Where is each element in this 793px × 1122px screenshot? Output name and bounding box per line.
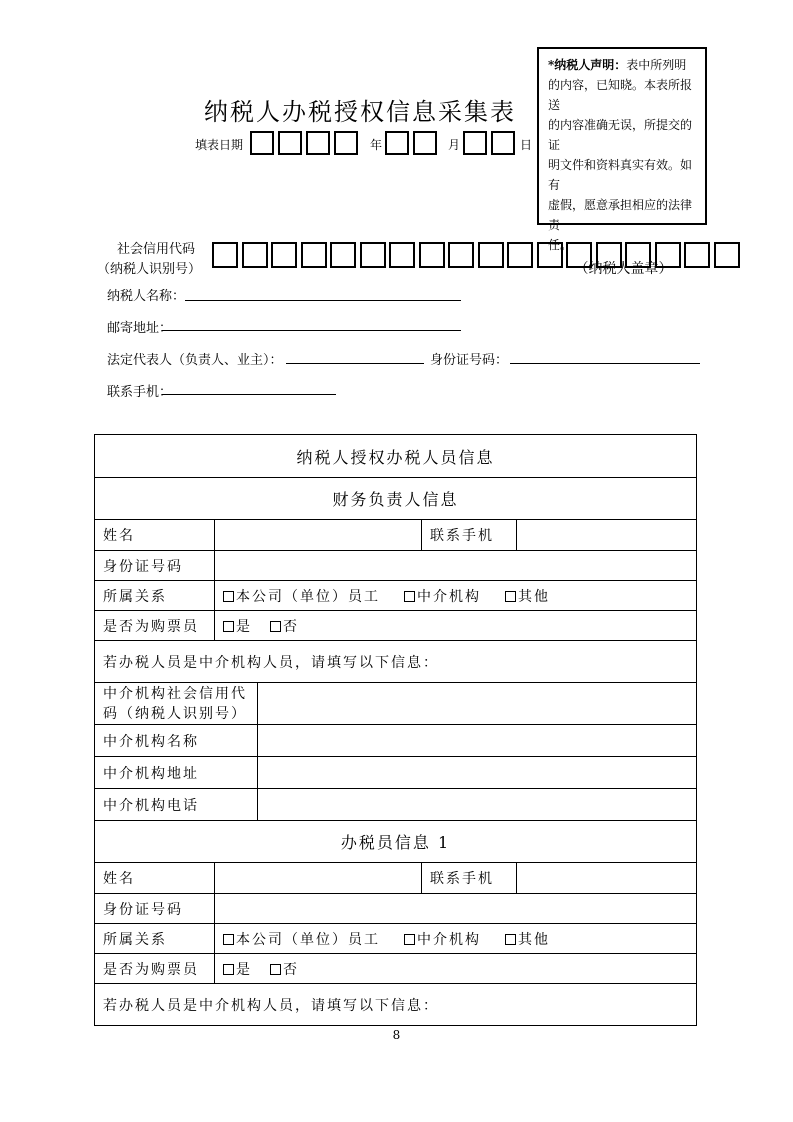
credit-code-digit-box[interactable] <box>655 242 681 268</box>
agency-code-label-line: 中介机构社会信用代 <box>103 685 247 702</box>
credit-code-digit-box[interactable] <box>566 242 592 268</box>
month-digit-box[interactable] <box>413 131 437 155</box>
credit-code-digit-box[interactable] <box>360 242 386 268</box>
table-row <box>95 580 696 610</box>
option-label: 其他 <box>518 931 550 948</box>
table-row <box>95 893 696 923</box>
credit-code-digit-box[interactable] <box>419 242 445 268</box>
option-label: 中介机构 <box>417 588 481 605</box>
table-row <box>95 923 696 953</box>
credit-code-boxes <box>212 242 742 270</box>
year-digit-box[interactable] <box>250 131 274 155</box>
agency-note: 若办税人员是中介机构人员，请填写以下信息： <box>103 654 439 671</box>
option-label: 否 <box>283 618 299 635</box>
declaration-text: 虚假，愿意承担相应的法律责 <box>548 198 693 232</box>
option-label: 本公司（单位）员工 <box>236 931 380 948</box>
contact-phone-field[interactable] <box>162 394 336 395</box>
month-label: 月 <box>448 138 461 152</box>
checkbox-icon[interactable] <box>223 934 234 945</box>
checkbox-icon[interactable] <box>505 934 516 945</box>
agency-note: 若办税人员是中介机构人员，请填写以下信息： <box>103 997 439 1014</box>
option-label: 其他 <box>518 588 550 605</box>
table-row <box>95 983 696 1025</box>
declaration-text: 任。 <box>548 238 573 252</box>
buyer-option-no[interactable] <box>270 616 299 636</box>
declaration-text: 表中所列明 <box>626 58 687 72</box>
id-number-field[interactable] <box>510 363 700 364</box>
checkbox-icon[interactable] <box>270 621 281 632</box>
agency-name-input[interactable] <box>257 725 696 756</box>
declaration-heading: *纳税人声明： <box>548 58 627 72</box>
finance-section-header-row <box>95 477 696 519</box>
year-label: 年 <box>370 138 383 152</box>
day-digit-box[interactable] <box>463 131 487 155</box>
credit-code-digit-box[interactable] <box>596 242 622 268</box>
checkbox-icon[interactable] <box>404 591 415 602</box>
table-row <box>95 724 696 756</box>
month-digit-box[interactable] <box>385 131 409 155</box>
finance-section-header: 财务负责人信息 <box>332 490 459 509</box>
relation-option-other[interactable] <box>505 586 550 606</box>
relation-option-employee[interactable] <box>223 586 380 606</box>
credit-code-sublabel: （纳税人识别号） <box>97 262 202 277</box>
buyer-option-no[interactable] <box>270 959 299 979</box>
checkbox-icon[interactable] <box>404 934 415 945</box>
table-row <box>95 953 696 983</box>
agent-id-input[interactable] <box>214 894 696 923</box>
credit-code-digit-box[interactable] <box>271 242 297 268</box>
option-label: 是 <box>236 618 252 635</box>
year-digit-box[interactable] <box>334 131 358 155</box>
agency-phone-input[interactable] <box>257 789 696 820</box>
agent-phone-input[interactable] <box>516 863 696 893</box>
relation-label: 所属关系 <box>103 931 167 948</box>
checkbox-icon[interactable] <box>223 591 234 602</box>
option-label: 是 <box>236 961 252 978</box>
table-row <box>95 640 696 682</box>
agency-code-label <box>95 683 257 724</box>
form-title: 纳税人办税授权信息采集表 <box>204 98 516 126</box>
option-label: 否 <box>283 961 299 978</box>
page-number: 8 <box>392 1028 401 1042</box>
agency-address-input[interactable] <box>257 757 696 788</box>
credit-code-digit-box[interactable] <box>330 242 356 268</box>
checkbox-icon[interactable] <box>270 964 281 975</box>
credit-code-digit-box[interactable] <box>537 242 563 268</box>
buyer-option-yes[interactable] <box>223 616 252 636</box>
authorization-table <box>94 434 697 1026</box>
relation-option-agency[interactable] <box>404 586 481 606</box>
checkbox-icon[interactable] <box>505 591 516 602</box>
finance-name-input[interactable] <box>214 520 421 550</box>
buyer-label: 是否为购票员 <box>103 961 199 978</box>
credit-code-digit-box[interactable] <box>448 242 474 268</box>
finance-id-input[interactable] <box>214 551 696 580</box>
legal-rep-label: 法定代表人（负责人、业主）： <box>107 353 283 368</box>
option-label: 中介机构 <box>417 931 481 948</box>
checkbox-icon[interactable] <box>223 621 234 632</box>
taxpayer-name-label: 纳税人名称： <box>107 289 186 304</box>
finance-buyer-options <box>214 611 696 640</box>
date-label: 填表日期 <box>195 138 244 152</box>
agency-phone-label: 中介机构电话 <box>103 797 199 814</box>
finance-phone-input[interactable] <box>516 520 696 550</box>
relation-option-employee[interactable] <box>223 929 380 949</box>
agency-code-label-line: 码（纳税人识别号） <box>103 705 247 722</box>
credit-code-digit-box[interactable] <box>507 242 533 268</box>
agency-address-label: 中介机构地址 <box>103 765 199 782</box>
table-row <box>95 862 696 893</box>
taxpayer-declaration <box>537 47 707 277</box>
mailing-address-label: 邮寄地址： <box>107 321 173 336</box>
agent-buyer-options <box>214 954 696 983</box>
day-label: 日 <box>520 138 533 152</box>
table-row <box>95 756 696 788</box>
agent-relation-options <box>214 924 696 953</box>
finance-relation-options <box>214 581 696 610</box>
table-row <box>95 519 696 550</box>
year-digit-box[interactable] <box>306 131 330 155</box>
id-label: 身份证号码 <box>103 558 183 575</box>
credit-code-digit-box[interactable] <box>212 242 238 268</box>
table-row <box>95 610 696 640</box>
agent-section-header-row <box>95 820 696 862</box>
credit-code-digit-box[interactable] <box>684 242 710 268</box>
relation-option-other[interactable] <box>505 929 550 949</box>
seal-label: （纳税人盖章） <box>574 261 673 277</box>
table-row <box>95 550 696 580</box>
id-label: 身份证号码 <box>103 901 183 918</box>
declaration-text: 的内容，已知晓。本表所报送 <box>548 78 693 112</box>
option-label: 本公司（单位）员工 <box>236 588 380 605</box>
credit-code-digit-box[interactable] <box>714 242 740 268</box>
agency-code-input[interactable] <box>257 683 696 724</box>
day-digit-box[interactable] <box>491 131 515 155</box>
credit-code-digit-box[interactable] <box>625 242 651 268</box>
credit-code-label: 社会信用代码 <box>117 242 196 257</box>
agent-name-input[interactable] <box>214 863 421 893</box>
phone-label: 联系手机 <box>421 520 516 550</box>
declaration-text: 的内容准确无误，所提交的证 <box>548 118 693 152</box>
relation-label: 所属关系 <box>103 588 167 605</box>
relation-option-agency[interactable] <box>404 929 481 949</box>
phone-label: 联系手机 <box>421 863 516 893</box>
buyer-option-yes[interactable] <box>223 959 252 979</box>
table-main-header-row <box>95 435 696 477</box>
id-number-label: 身份证号码： <box>430 353 509 368</box>
declaration-text: 明文件和资料真实有效。如有 <box>548 158 693 192</box>
credit-code-digit-box[interactable] <box>242 242 268 268</box>
credit-code-digit-box[interactable] <box>301 242 327 268</box>
credit-code-digit-box[interactable] <box>389 242 415 268</box>
table-main-header: 纳税人授权办税人员信息 <box>296 447 495 467</box>
taxpayer-name-field[interactable] <box>185 300 461 301</box>
credit-code-digit-box[interactable] <box>478 242 504 268</box>
agent-section-header: 办税员信息 1 <box>340 833 451 852</box>
buyer-label: 是否为购票员 <box>103 618 199 635</box>
checkbox-icon[interactable] <box>223 964 234 975</box>
agency-name-label: 中介机构名称 <box>103 733 199 750</box>
table-row <box>95 788 696 820</box>
name-label: 姓名 <box>103 528 135 544</box>
table-row <box>95 682 696 724</box>
legal-rep-field[interactable] <box>286 363 424 364</box>
contact-phone-label: 联系手机： <box>107 385 173 400</box>
year-digit-box[interactable] <box>278 131 302 155</box>
name-label: 姓名 <box>103 871 135 887</box>
mailing-address-field[interactable] <box>162 330 461 331</box>
